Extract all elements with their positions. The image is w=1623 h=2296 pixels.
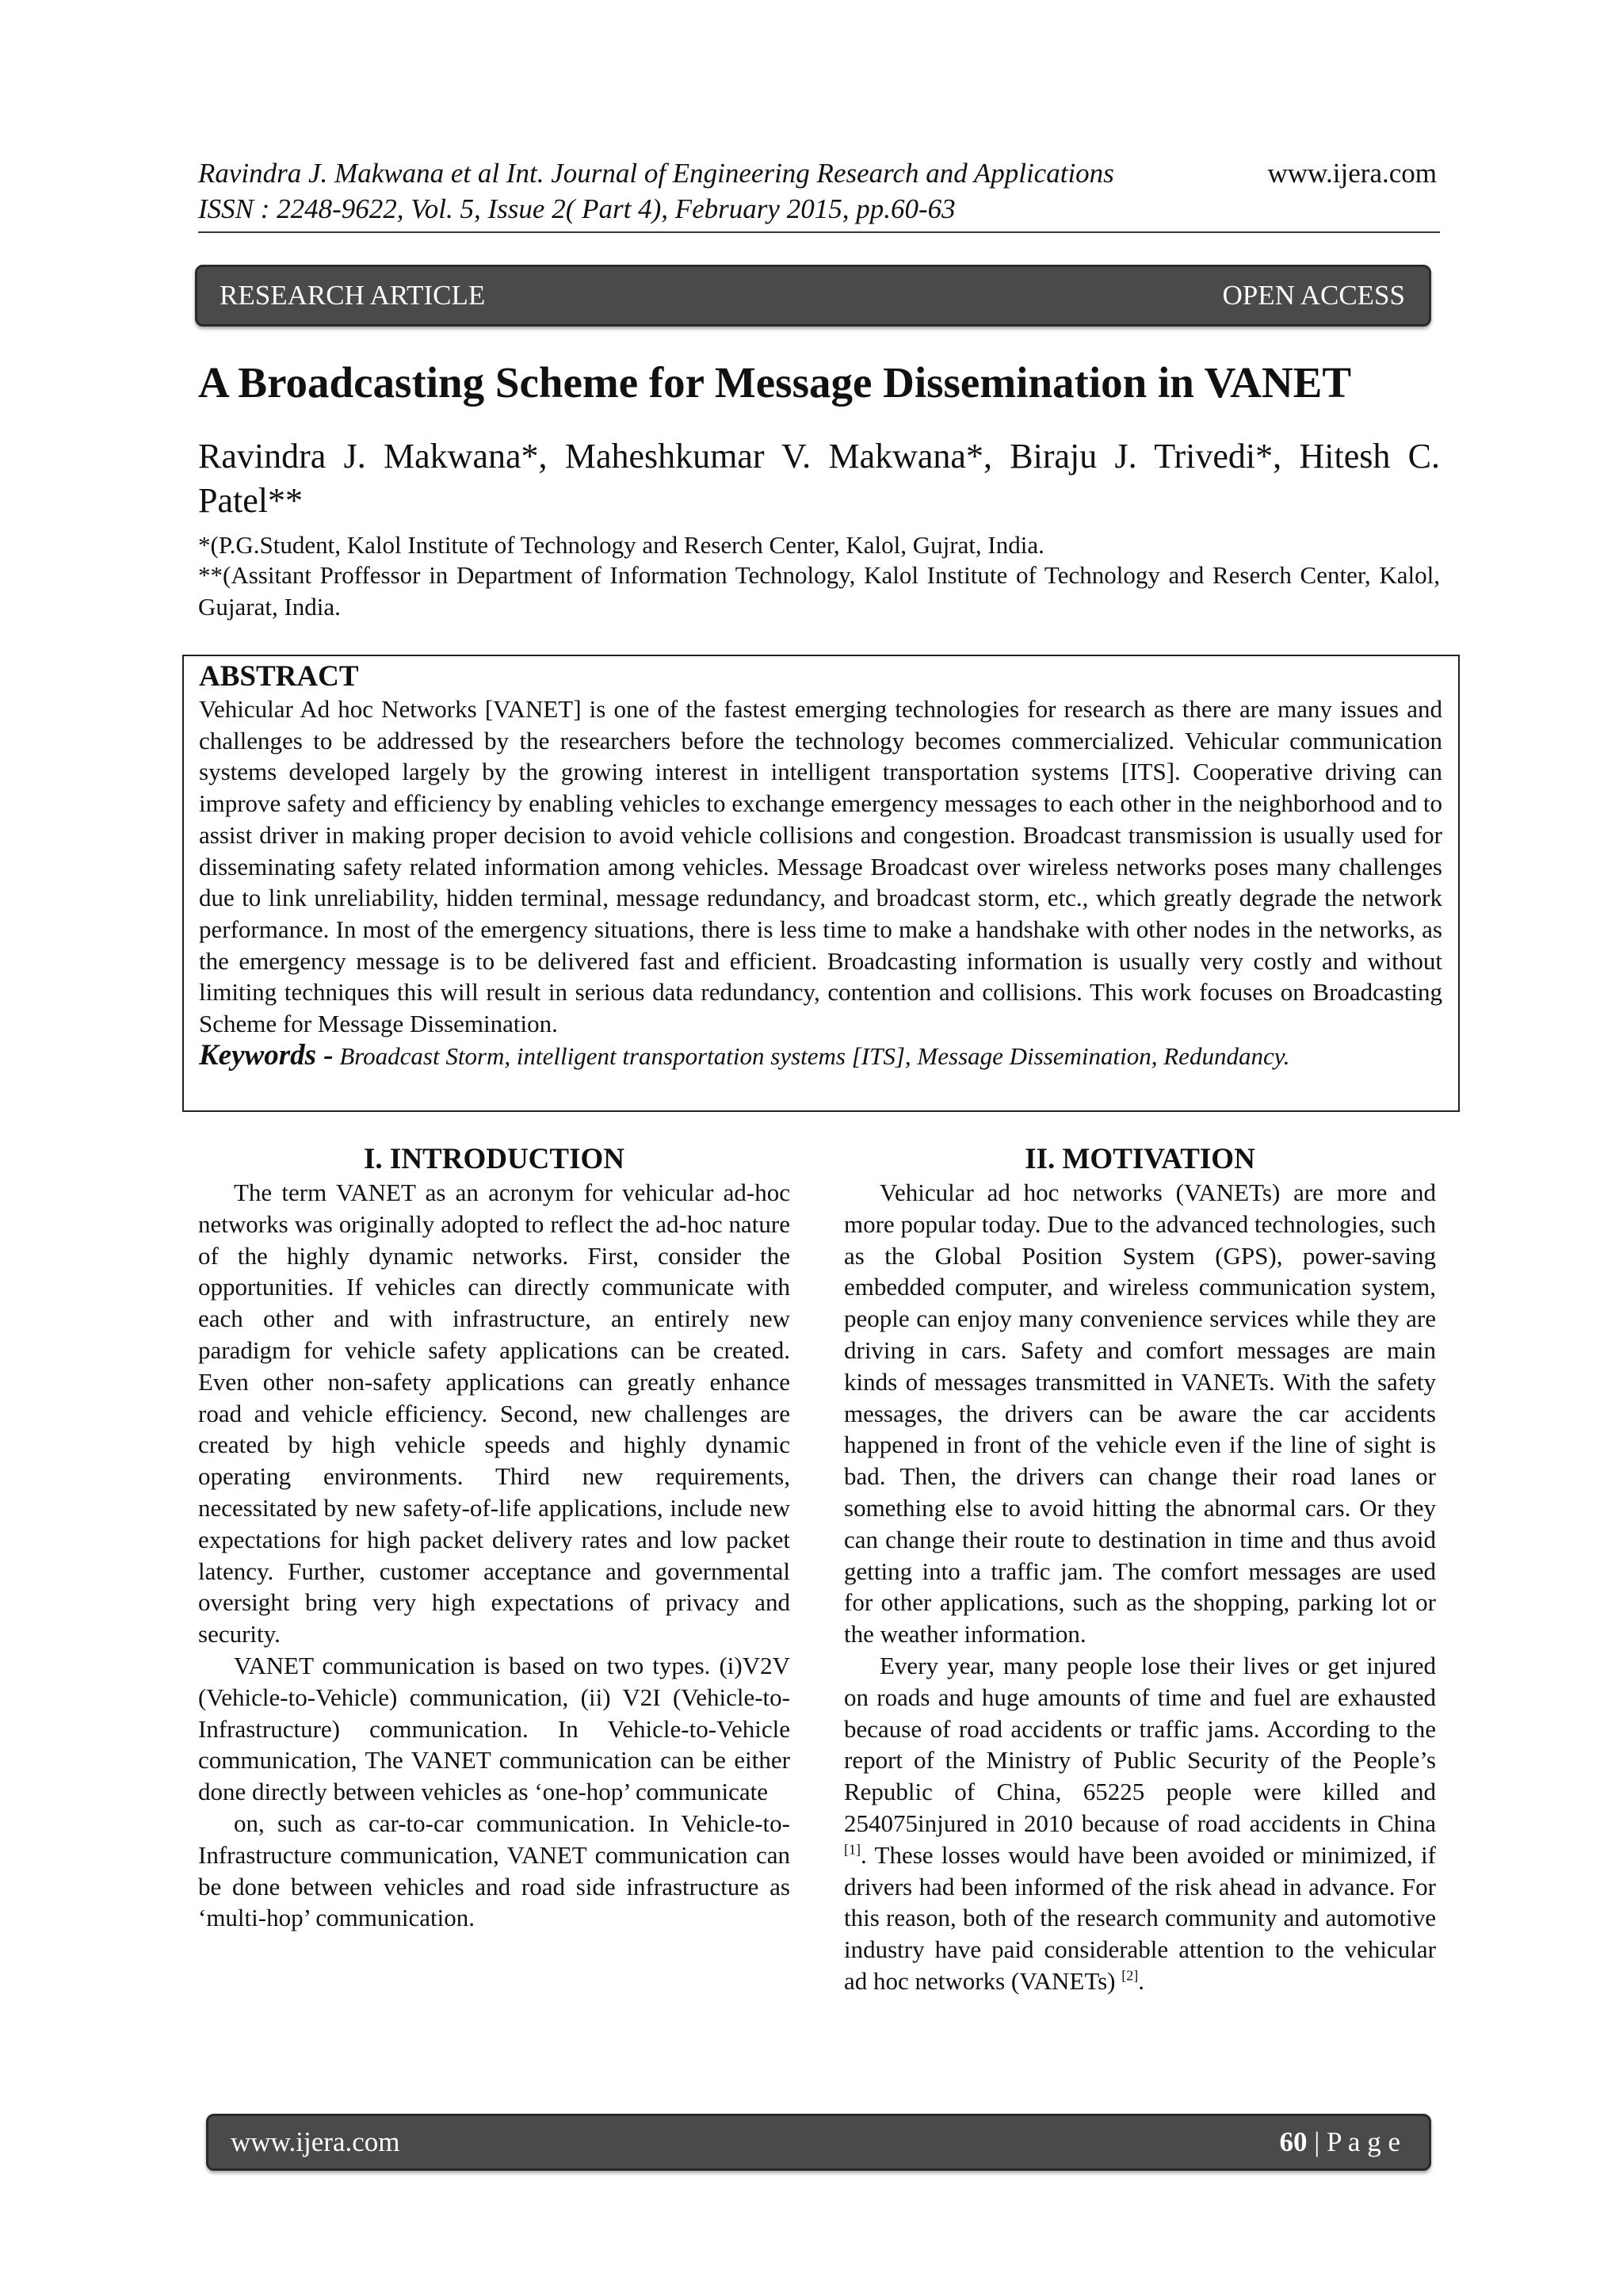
citation-ref-2: [2] xyxy=(1121,1967,1139,1984)
author-list: Ravindra J. Makwana*, Maheshkumar V. Makwana*, Biraju J. Trivedi*, Hitesh C. Patel** xyxy=(198,437,1440,520)
page-label: | P a g e xyxy=(1307,2126,1400,2157)
citation-line-1: Ravindra J. Makwana et al Int. Journal of Engineering Research and Applications xyxy=(198,158,1114,189)
header-rule xyxy=(198,231,1440,233)
affiliation-2: **(Assitant Proffessor in Department of Information Technology, Kalol Institute of Technology and Reserch Center, Kalol, Gujarat, India. xyxy=(198,561,1440,621)
page-footer-bar xyxy=(206,2114,1431,2171)
abstract-heading: ABSTRACT xyxy=(199,660,359,693)
citation-line-2: ISSN : 2248-9622, Vol. 5, Issue 2( Part 4), February 2015, pp.60-63 xyxy=(198,193,956,224)
introduction-paragraph-1: The term VANET as an acronym for vehicular ad-hoc networks was originally adopted to reflect the ad-hoc nature of the highly dynamic networks. First, consider the opportunities. If vehicles can directly communicate with each other and with infrastructure, an entirely new paradigm for vehicle safety applications can be created. Even other non-safety applications can greatly enhance road and vehicle efficiency. Second, new challenges are created by high vehicle speeds and highly dynamic operating environments. Third new requirements, necessitated by new safety-of-life applications, include new expectations for high packet delivery rates and low packet latency. Further, customer acceptance and governmental oversight bring very high expectations of privacy and security. xyxy=(198,1179,790,1648)
open-access-label: OPEN ACCESS xyxy=(1222,280,1405,311)
article-type-banner xyxy=(195,265,1431,327)
header-website: www.ijera.com xyxy=(1267,158,1437,189)
motivation-p2-text-a: Every year, many people lose their lives or get injured on roads and huge amounts of time and fuel are exhausted because of road accidents or traffic jams. According to the report of the Ministry of Public Security of the People’s Republic of China, 65225 people were killed and 254075injured in 2010 because of road accidents in China xyxy=(844,1651,1436,1837)
footer-website: www.ijera.com xyxy=(231,2126,400,2157)
keywords-label: Keywords - xyxy=(199,1038,334,1072)
page-number-value: 60 xyxy=(1279,2126,1308,2157)
abstract-body: Vehicular Ad hoc Networks [VANET] is one of the fastest emerging technologies for research as there are many issues and challenges to be addressed by the researchers before the technology becomes commercialized. Vehicular communication systems developed largely by the growing interest in intelligent transportation systems [ITS]. Cooperative driving can improve safety and efficiency by enabling vehicles to exchange emergency messages to each other in the neighborhood and to assist driver in making proper decision to avoid vehicle collisions and congestion. Broadcast transmission is usually used for disseminating safety related information among vehicles. Message Broadcast over wireless networks poses many challenges due to link unreliability, hidden terminal, message redundancy, and broadcast storm, etc., which greatly degrade the network performance. In most of the emergency situations, there is less time to make a handshake with other nodes in the networks, as the emergency message is to be delivered fast and efficient. Broadcasting information is usually very costly and without limiting techniques this will result in serious data redundancy, contention and collisions. This work focuses on Broadcasting Scheme for Message Dissemination. xyxy=(199,695,1442,1038)
introduction-heading: I. INTRODUCTION xyxy=(364,1143,624,1175)
introduction-paragraph-2: VANET communication is based on two types. (i)V2V (Vehicle-to-Vehicle) communication, (ii) V2I (Vehicle-to-Infrastructure) communication. In Vehicle-to-Vehicle communication, The VANET communication can be either done directly between vehicles as ‘one-hop’ communicate xyxy=(198,1651,790,1806)
motivation-paragraph-1: Vehicular ad hoc networks (VANETs) are more and more popular today. Due to the advanced technologies, such as the Global Position System (GPS), power-saving embedded computer, and wireless communication system, people can enjoy many convenience services while they are driving in cars. Safety and comfort messages are main kinds of messages transmitted in VANETs. With the safety messages, the drivers can be aware the car accidents happened in front of the vehicle even if the line of sight is bad. Then, the drivers can change their road lanes or something else to avoid hitting the abnormal cars. Or they can change their route to destination in time and thus avoid getting into a traffic jam. The comfort messages are used for other applications, such as the shopping, parking lot or the weather information. xyxy=(844,1179,1436,1648)
motivation-p2-text-c: . xyxy=(1138,1966,1144,1995)
keywords-line xyxy=(199,1040,1442,1072)
keywords-text: Broadcast Storm, intelligent transportation systems [ITS], Message Dissemination, Redundancy. xyxy=(339,1041,1290,1070)
research-article-label: RESEARCH ARTICLE xyxy=(220,280,486,311)
journal-citation xyxy=(198,155,1244,227)
page-number xyxy=(1280,2126,1401,2158)
motivation-paragraph-2 xyxy=(844,1650,1436,1997)
paper-title: A Broadcasting Scheme for Message Dissemination in VANET xyxy=(198,358,1352,407)
left-column xyxy=(198,1141,790,1934)
abstract-box xyxy=(182,655,1460,1112)
motivation-p2-text-b: . These losses would have been avoided or minimized, if drivers had been informed of the risk ahead in advance. For this reason, both of the research community and automotive industry have paid considerable attention to the vehicular ad hoc networks (VANETs) xyxy=(844,1840,1436,1995)
affiliation-1: *(P.G.Student, Kalol Institute of Technology and Reserch Center, Kalol, Gujrat, India. xyxy=(198,531,1044,559)
right-column xyxy=(844,1141,1436,1997)
introduction-paragraph-3: on, such as car-to-car communication. In Vehicle-to-Infrastructure communication, VANET communication can be done between vehicles and road side infrastructure as ‘multi-hop’ communication. xyxy=(198,1809,790,1932)
citation-ref-1: [1] xyxy=(844,1841,861,1858)
motivation-heading: II. MOTIVATION xyxy=(1025,1143,1255,1175)
